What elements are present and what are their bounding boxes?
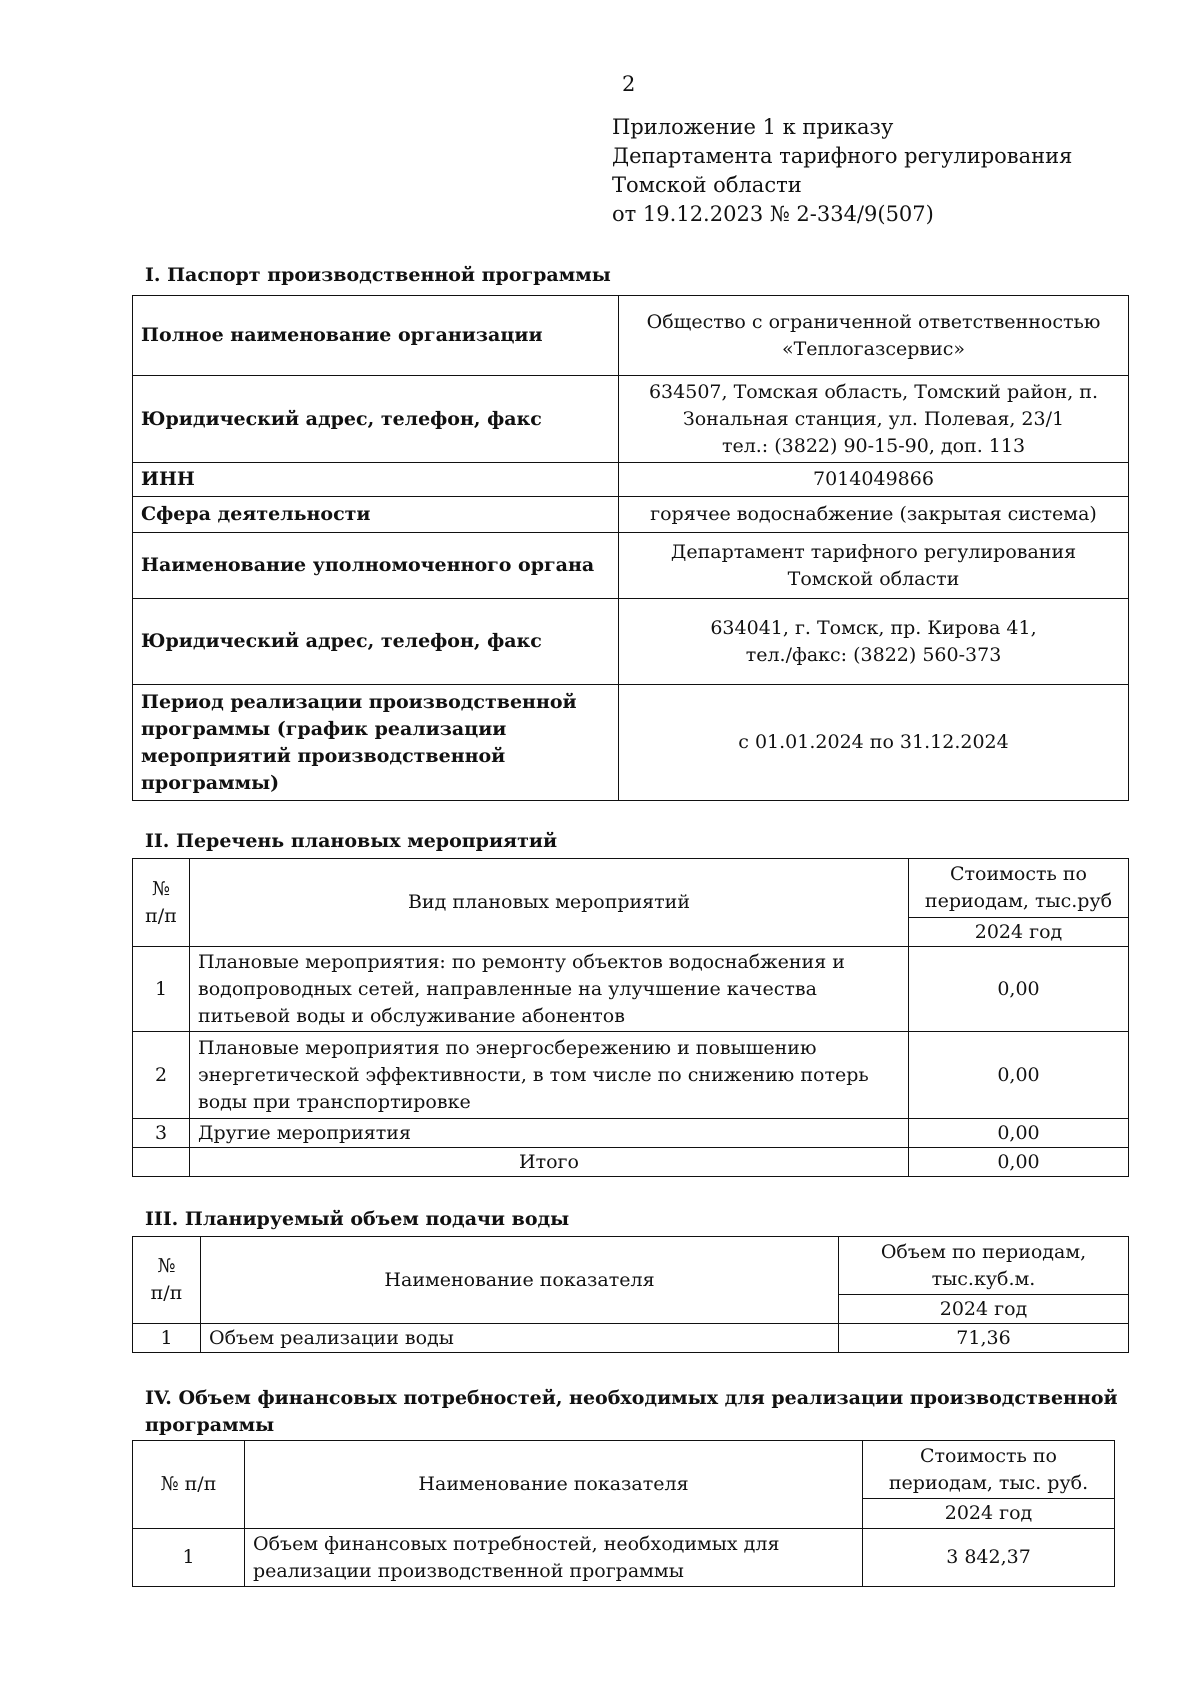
table-total-row — [133, 1148, 1129, 1177]
passport-table — [132, 295, 1129, 801]
row-value: 0,00 — [909, 947, 1129, 1032]
passport-label: Полное наименование организации — [133, 296, 619, 376]
table-row — [133, 685, 1129, 801]
section-3-title: III. Планируемый объем подачи воды — [145, 1208, 570, 1230]
row-num: 1 — [133, 1529, 245, 1587]
appendix-line: Департамента тарифного регулирования — [612, 144, 1073, 168]
passport-label: Юридический адрес, телефон, факс — [133, 599, 619, 685]
total-value: 0,00 — [909, 1148, 1129, 1177]
section-1-title: I. Паспорт производственной программы — [145, 264, 611, 286]
table-row — [133, 1324, 1129, 1353]
column-header-year: 2024 год — [839, 1295, 1129, 1324]
passport-label: Период реализации производственной программы (график реализации мероприятий производственной программы) — [133, 685, 619, 801]
column-header-cost: Стоимость по периодам, тыс. руб. — [863, 1441, 1115, 1499]
appendix-line: от 19.12.2023 № 2-334/9(507) — [612, 202, 934, 226]
passport-label: ИНН — [133, 463, 619, 497]
column-header-year: 2024 год — [909, 918, 1129, 947]
row-name: Плановые мероприятия по энергосбережению и повышению энергетической эффективности, в том числе по снижению потерь воды при транспортировке — [190, 1032, 909, 1119]
passport-value: Общество с ограниченной ответственностью «Теплогазсервис» — [619, 296, 1129, 376]
passport-value: с 01.01.2024 по 31.12.2024 — [619, 685, 1129, 801]
planned-measures-table — [132, 858, 1129, 1177]
table-row — [133, 599, 1129, 685]
passport-label: Сфера деятельности — [133, 497, 619, 533]
table-header-row — [133, 1441, 1115, 1499]
row-num: 3 — [133, 1119, 190, 1148]
passport-value: Департамент тарифного регулирования Томской области — [619, 533, 1129, 599]
passport-label: Юридический адрес, телефон, факс — [133, 376, 619, 463]
passport-value: 634507, Томская область, Томский район, п. Зональная станция, ул. Полевая, 23/1 тел.: (3822) 90-15-90, доп. 113 — [619, 376, 1129, 463]
column-header-year: 2024 год — [863, 1499, 1115, 1529]
table-row — [133, 533, 1129, 599]
passport-value: 7014049866 — [619, 463, 1129, 497]
column-header-cost: Стоимость по периодам, тыс.руб — [909, 859, 1129, 918]
appendix-line: Приложение 1 к приказу — [612, 115, 894, 139]
row-value: 71,36 — [839, 1324, 1129, 1353]
row-num: 1 — [133, 1324, 201, 1353]
column-header-name: Вид плановых мероприятий — [190, 859, 909, 947]
table-row — [133, 1529, 1115, 1587]
table-header-row — [133, 1237, 1129, 1295]
section-4-title: IV. Объем финансовых потребностей, необходимых для реализации производственной программы — [145, 1387, 1118, 1436]
table-row — [133, 1032, 1129, 1119]
column-header-name: Наименование показателя — [245, 1441, 863, 1529]
appendix-line: Томской области — [612, 173, 802, 197]
row-num: 2 — [133, 1032, 190, 1119]
column-header-name: Наименование показателя — [201, 1237, 839, 1324]
row-value: 0,00 — [909, 1119, 1129, 1148]
table-row — [133, 1119, 1129, 1148]
table-header-row — [133, 859, 1129, 918]
column-header-num: № п/п — [133, 1237, 201, 1324]
total-empty-cell — [133, 1148, 190, 1177]
page-number: 2 — [622, 72, 636, 96]
total-label: Итого — [190, 1148, 909, 1177]
table-row — [133, 947, 1129, 1032]
table-row — [133, 463, 1129, 497]
column-header-volume: Объем по периодам, тыс.куб.м. — [839, 1237, 1129, 1295]
water-volume-table — [132, 1236, 1129, 1353]
row-name: Объем финансовых потребностей, необходимых для реализации производственной программы — [245, 1529, 863, 1587]
table-row — [133, 296, 1129, 376]
row-value: 3 842,37 — [863, 1529, 1115, 1587]
row-num: 1 — [133, 947, 190, 1032]
column-header-num: № п/п — [133, 1441, 245, 1529]
row-value: 0,00 — [909, 1032, 1129, 1119]
table-row — [133, 497, 1129, 533]
section-2-title: II. Перечень плановых мероприятий — [145, 830, 558, 852]
row-name: Плановые мероприятия: по ремонту объектов водоснабжения и водопроводных сетей, направленные на улучшение качества питьевой воды и обслуживание абонентов — [190, 947, 909, 1032]
column-header-num: № п/п — [133, 859, 190, 947]
passport-value: 634041, г. Томск, пр. Кирова 41, тел./факс: (3822) 560-373 — [619, 599, 1129, 685]
passport-value: горячее водоснабжение (закрытая система) — [619, 497, 1129, 533]
passport-label: Наименование уполномоченного органа — [133, 533, 619, 599]
financial-needs-table — [132, 1440, 1115, 1587]
appendix-header — [612, 113, 1072, 229]
table-row — [133, 376, 1129, 463]
row-name: Объем реализации воды — [201, 1324, 839, 1353]
row-name: Другие мероприятия — [190, 1119, 909, 1148]
